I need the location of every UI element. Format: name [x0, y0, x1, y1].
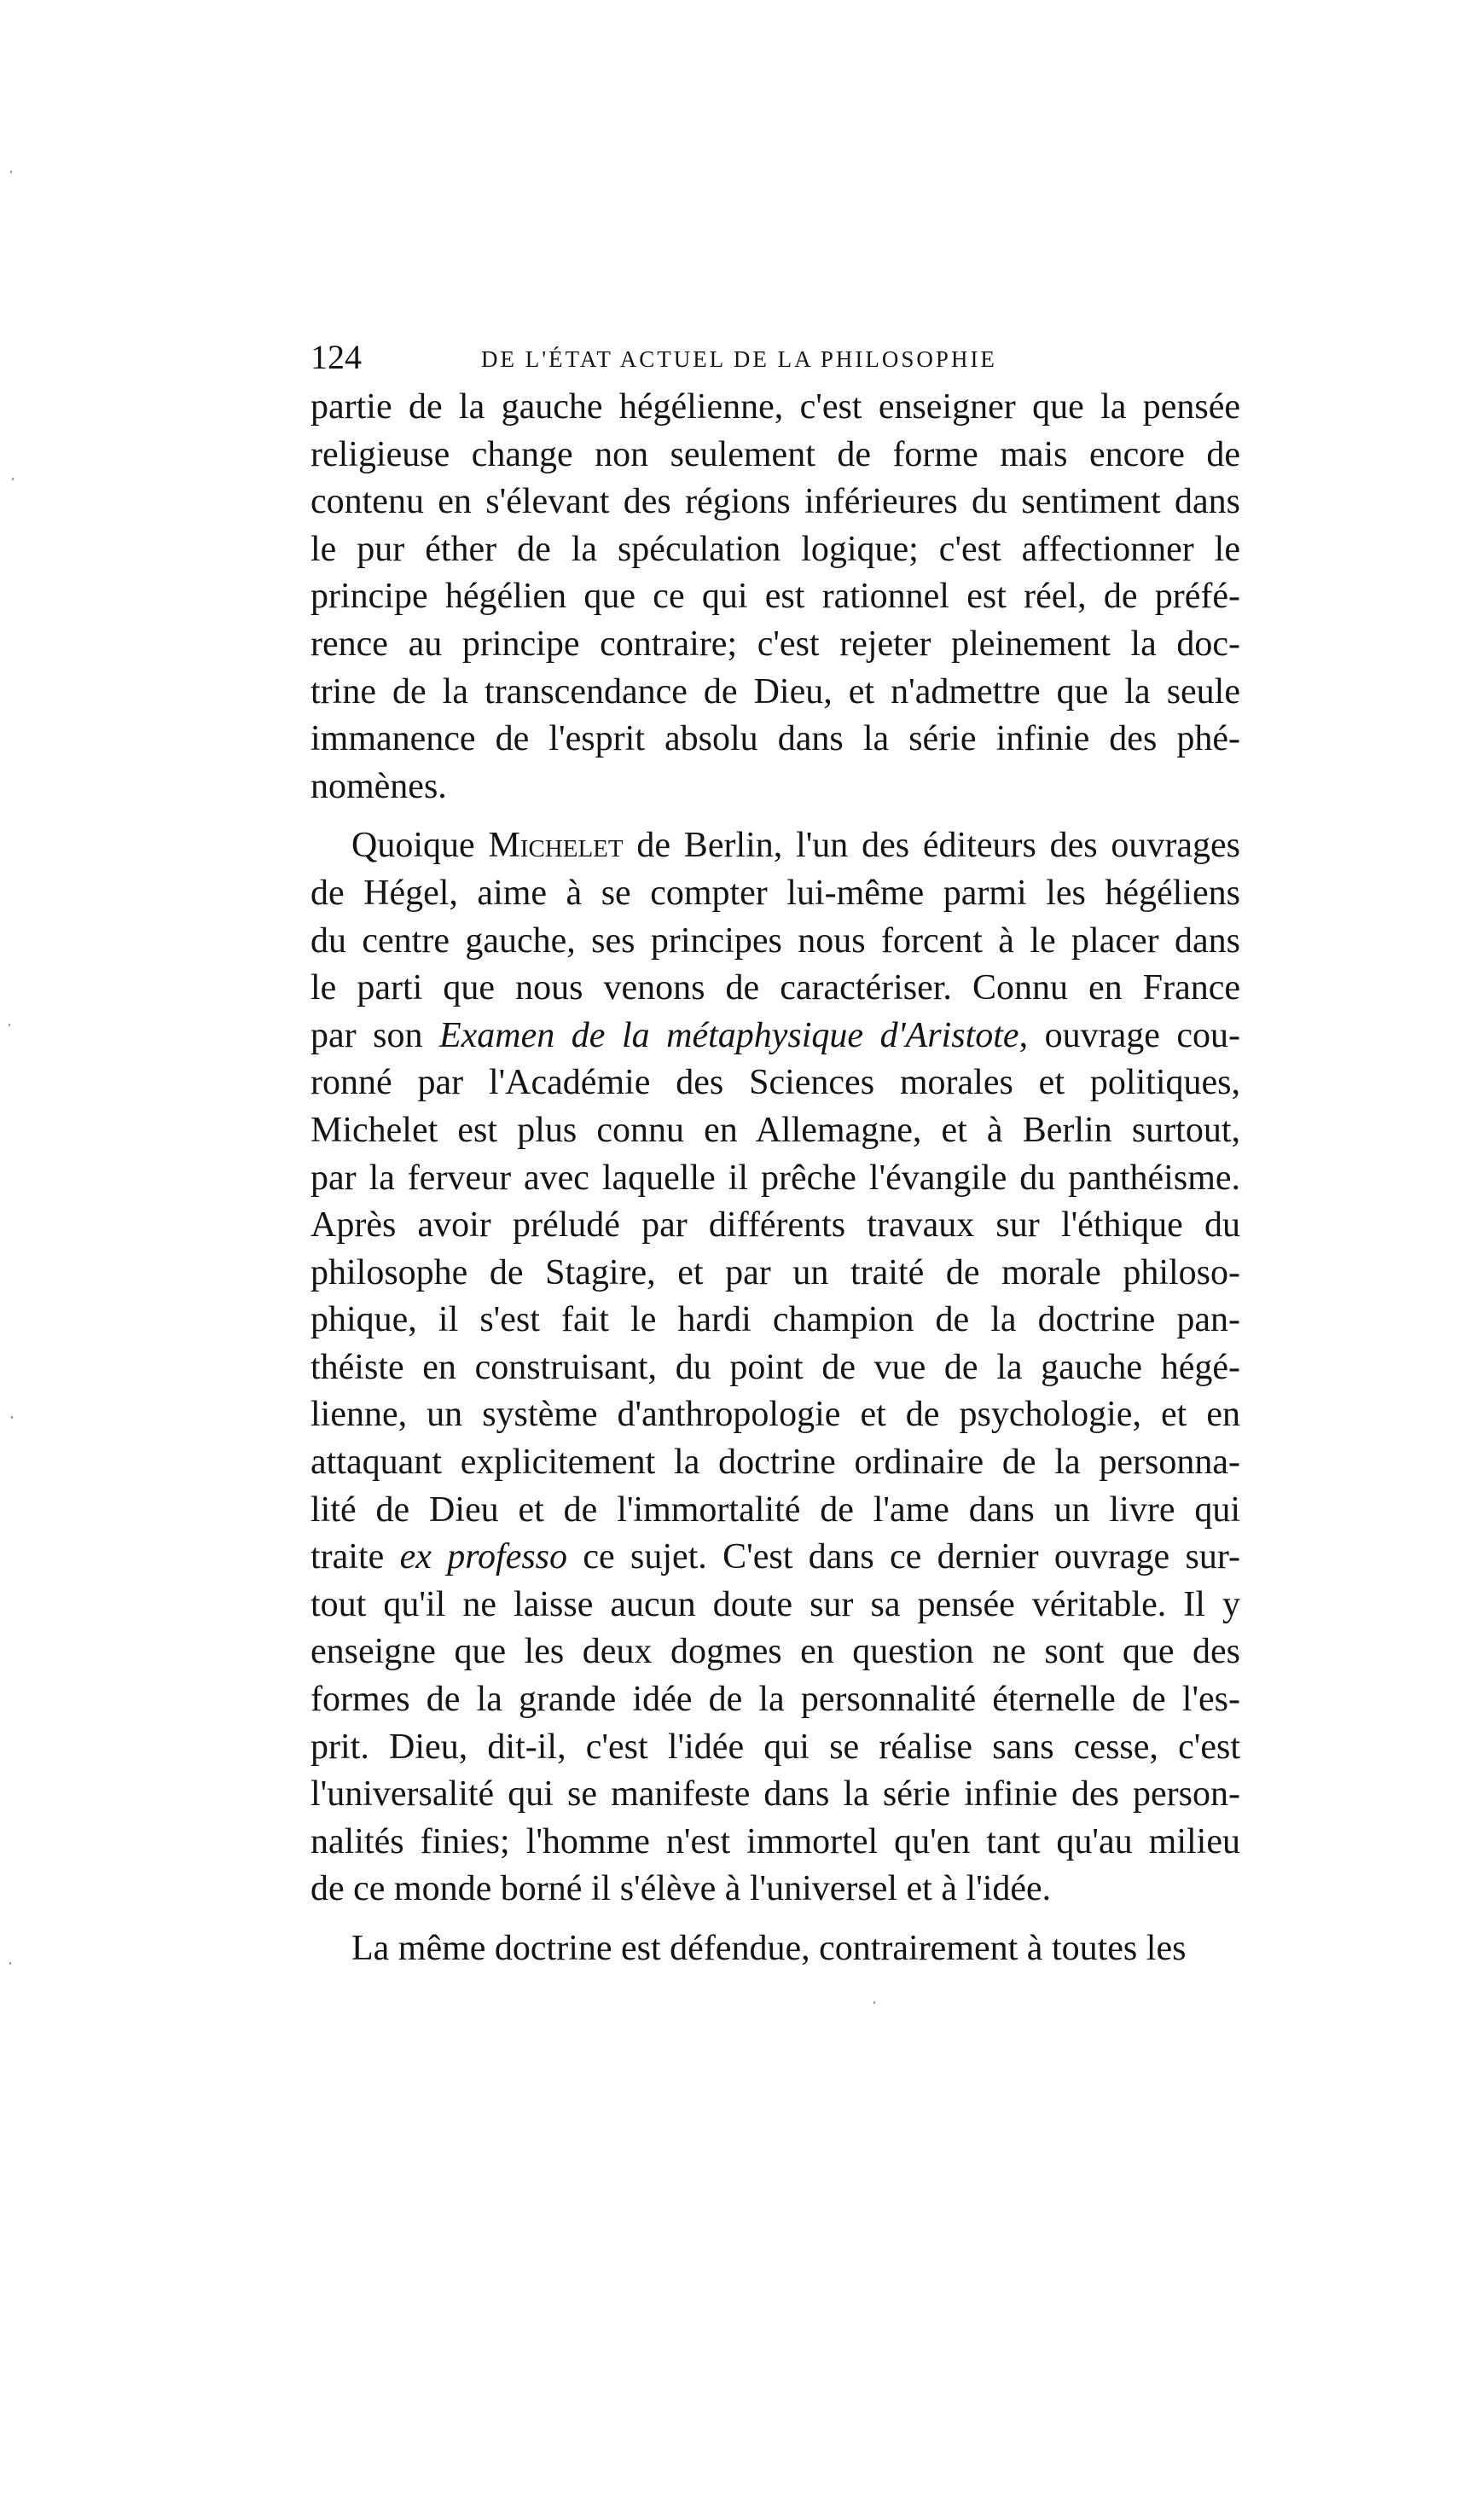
- text-line: enseigne que les deux dogmes en question ne sont que des: [310, 1632, 1240, 1672]
- text-line: rence au principe contraire; c'est rejeter pleinement la doc-: [310, 624, 1240, 664]
- text-line: philosophe de Stagire, et par un traité de morale philoso-: [310, 1252, 1240, 1292]
- paragraph-gap: [310, 1913, 1240, 1925]
- text-run: Quoique: [351, 826, 489, 866]
- text-line: principe hégélien que ce qui est rationnel est réel, de préfé-: [310, 577, 1240, 617]
- text-line: La même doctrine est défendue, contrairement à toutes les: [351, 1929, 1187, 1968]
- text-line: théiste en construisant, du point de vue de la gauche hégé-: [310, 1347, 1240, 1387]
- text-line: phique, il s'est fait le hardi champion de la doctrine pan-: [310, 1300, 1240, 1340]
- text-line: religieuse change non seulement de forme mais encore de: [310, 434, 1240, 474]
- text-line: partie de la gauche hégélienne, c'est enseigner que la pensée: [310, 387, 1240, 427]
- text-run: ce sujet. C'est dans ce dernier ouvrage sur-: [567, 1537, 1240, 1577]
- running-head: [310, 336, 1240, 379]
- author-name: Michelet: [488, 826, 624, 866]
- text-line: tout qu'il ne laisse aucun doute sur sa pensée véritable. Il y: [310, 1584, 1240, 1624]
- scan-speck: [9, 1962, 11, 1965]
- text-line: lienne, un système d'anthropologie et de psychologie, et en: [310, 1395, 1240, 1435]
- text-line: par la ferveur avec laquelle il prêche l'évangile du panthéisme.: [310, 1158, 1240, 1198]
- text-line: immanence de l'esprit absolu dans la série infinie des phé-: [310, 719, 1240, 759]
- paragraph: [310, 384, 1240, 810]
- text-line: ronné par l'Académie des Sciences morales et politiques,: [310, 1063, 1240, 1103]
- text-line: trine de la transcendance de Dieu, et n'admettre que la seule: [310, 671, 1240, 711]
- text-line: prit. Dieu, dit-il, c'est l'idée qui se réalise sans cesse, c'est: [310, 1727, 1240, 1767]
- text-line: contenu en s'élevant des régions inférieures du sentiment dans: [310, 482, 1240, 522]
- text-line: de Hégel, aime à se compter lui-même parmi les hégéliens: [310, 873, 1240, 913]
- text-line: de ce monde borné il s'élève à l'universel et à l'idée.: [310, 1869, 1052, 1909]
- text-run: , ouvrage cou-: [1018, 1015, 1240, 1055]
- text-line: formes de la grande idée de la personnalité éternelle de l'es-: [310, 1680, 1240, 1720]
- text-line: [310, 1534, 1240, 1582]
- text-line: Michelet est plus connu en Allemagne, et à Berlin surtout,: [310, 1110, 1240, 1150]
- running-title: DE L'ÉTAT ACTUEL DE LA PHILOSOPHIE: [481, 346, 997, 372]
- text-line: Après avoir préludé par différents travaux sur l'éthique du: [310, 1205, 1240, 1245]
- paragraph-gap: [310, 810, 1240, 822]
- page-number: 124: [310, 338, 362, 376]
- text-line: le parti que nous venons de caractériser. Connu en France: [310, 968, 1240, 1008]
- text-line: [310, 1013, 1240, 1060]
- text-line: nomènes.: [310, 766, 447, 806]
- text-run: traite: [310, 1537, 400, 1577]
- text-line: du centre gauche, ses principes nous forcent à le placer dans: [310, 920, 1240, 961]
- scan-speck: [873, 2001, 875, 2004]
- italic-title: Examen de la métaphysique d'Aristote: [439, 1015, 1019, 1055]
- italic-title: ex professo: [399, 1537, 568, 1577]
- paragraph: [310, 1925, 1240, 1973]
- scan-speck: [12, 478, 14, 480]
- text-line: nalités finies; l'homme n'est immortel qu'en tant qu'au milieu: [310, 1821, 1240, 1861]
- scan-speck: [9, 1024, 10, 1026]
- text-line: [310, 822, 1240, 870]
- text-line: le pur éther de la spéculation logique; c'est affectionner le: [310, 529, 1240, 569]
- text-run: de Berlin, l'un des éditeurs des ouvrages: [623, 826, 1240, 866]
- body-text: [310, 384, 1240, 1973]
- scan-speck: [11, 1416, 13, 1419]
- scan-speck: [10, 171, 12, 173]
- text-line: lité de Dieu et de l'immortalité de l'ame dans un livre qui: [310, 1489, 1240, 1530]
- text-line: attaquant explicitement la doctrine ordinaire de la personna-: [310, 1443, 1240, 1483]
- text-run: par son: [310, 1015, 439, 1055]
- paragraph: [310, 822, 1240, 1913]
- text-line: l'universalité qui se manifeste dans la série infinie des person-: [310, 1774, 1240, 1815]
